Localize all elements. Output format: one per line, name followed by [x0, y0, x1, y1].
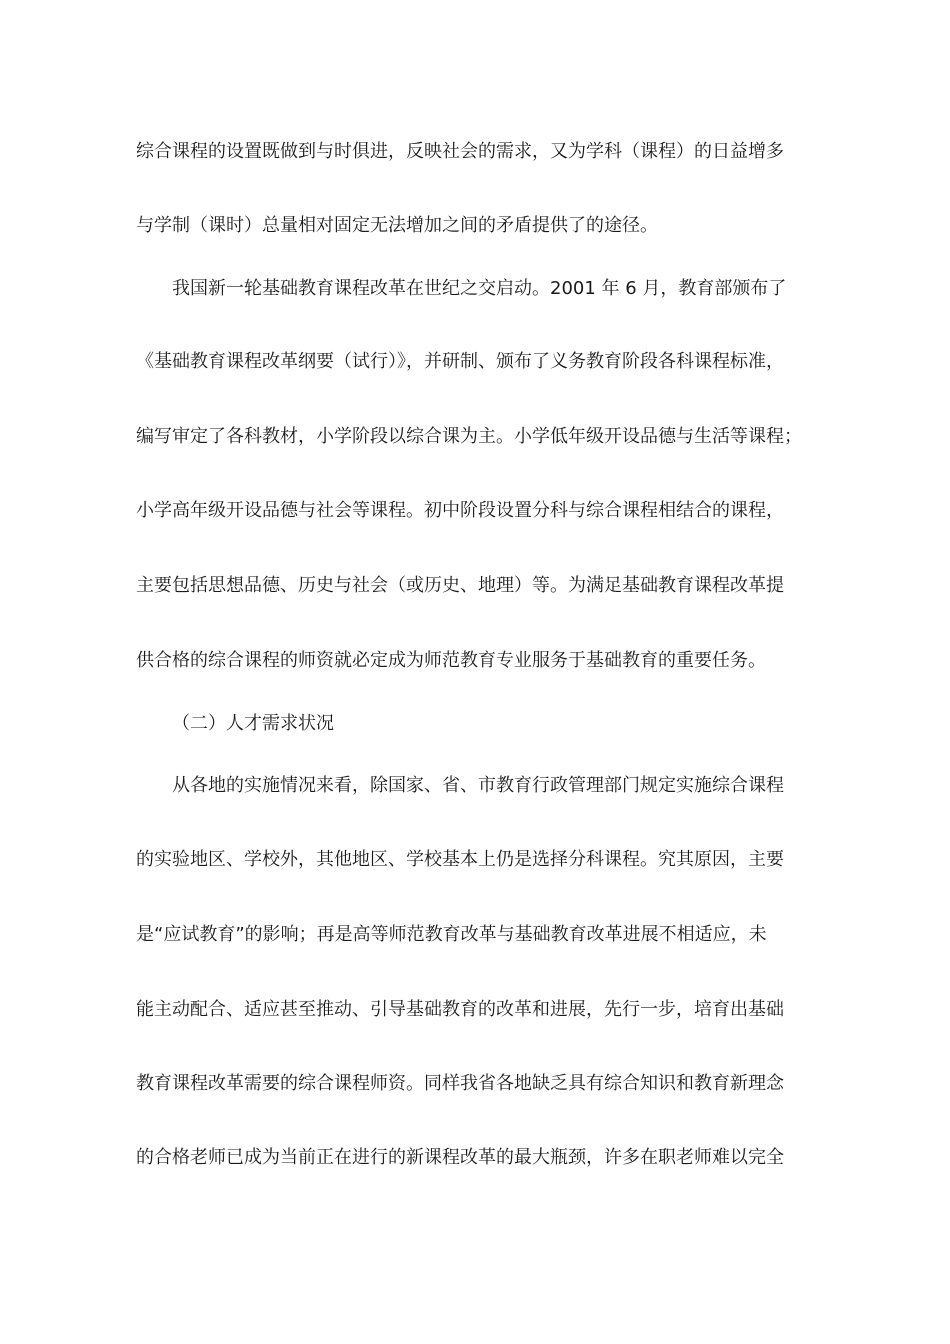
paragraph-line: 与学制（课时）总量相对固定无法增加之间的矛盾提供了的途径。 — [136, 215, 658, 236]
paragraph-line: 能主动配合、适应甚至推动、引导基础教育的改革和进展，先行一步，培育出基础 — [136, 999, 784, 1020]
paragraph-line: 小学高年级开设品德与社会等课程。初中阶段设置分科与综合课程相结合的课程， — [136, 500, 784, 521]
paragraph-line: 供合格的综合课程的师资就必定成为师范教育专业服务于基础教育的重要任务。 — [136, 650, 766, 671]
paragraph-line: 教育课程改革需要的综合课程师资。同样我省各地缺乏具有综合知识和教育新理念 — [136, 1073, 784, 1094]
paragraph-line: 是“应试教育”的影响；再是高等师范教育改革与基础教育改革进展不相适应，未 — [136, 924, 767, 945]
section-heading: （二）人才需求状况 — [172, 713, 334, 734]
paragraph-line: 《基础教育课程改革纲要（试行）》，并研制、颁布了义务教育阶段各科课程标准， — [136, 351, 784, 372]
paragraph-line: 我国新一轮基础教育课程改革在世纪之交启动。2001 年 6 月，教育部颁布了 — [172, 278, 787, 299]
paragraph-line: 的合格老师已成为当前正在进行的新课程改革的最大瓶颈，许多在职老师难以完全 — [136, 1147, 784, 1168]
paragraph-line: 从各地的实施情况来看，除国家、省、市教育行政管理部门规定实施综合课程 — [172, 775, 784, 796]
paragraph-line: 主要包括思想品德、历史与社会（或历史、地理）等。为满足基础教育课程改革提 — [136, 575, 784, 596]
paragraph-line: 编写审定了各科教材，小学阶段以综合课为主。小学低年级开设品德与生活等课程； — [136, 426, 802, 447]
paragraph-line: 的实验地区、学校外，其他地区、学校基本上仍是选择分科课程。究其原因，主要 — [136, 849, 784, 870]
paragraph-line: 综合课程的设置既做到与时俱进，反映社会的需求，又为学科（课程）的日益增多 — [136, 141, 784, 162]
